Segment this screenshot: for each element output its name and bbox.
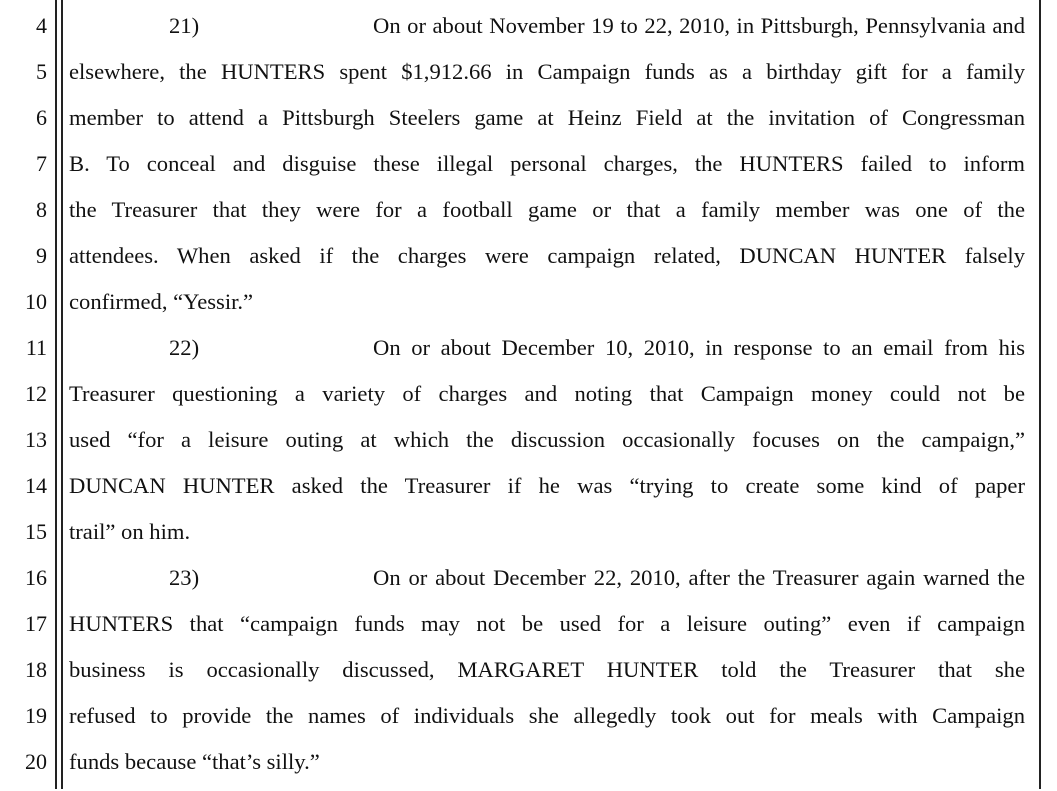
paragraph-22-line: DUNCAN HUNTER asked the Treasurer if he was “trying to create some kind of paper [69,473,1025,498]
paragraph-text: On or about November 19 to 22, 2010, in Pittsburgh, Pennsylvania and [373,13,1025,38]
paragraph-text: On or about December 10, 2010, in response to an email from his [373,335,1025,360]
paragraph-23-line: HUNTERS that “campaign funds may not be used for a leisure outing” even if campaign [69,611,1025,636]
line-number: 14 [25,473,47,498]
line-number: 18 [25,657,47,682]
paragraph-number: 23) [169,565,200,590]
paragraph-number: 21) [169,13,200,38]
line-number: 12 [25,381,47,406]
line-number: 16 [25,565,47,590]
line-number: 11 [25,335,47,360]
line-number: 10 [25,289,47,314]
line-number: 4 [36,13,47,38]
line-number: 20 [25,749,47,774]
paragraph-23-line-1 [69,561,1025,607]
line-number: 19 [25,703,47,728]
paragraph-23-line-last: funds because “that’s silly.” [69,749,320,774]
left-margin-rule-outer [55,0,57,789]
left-margin-rule-inner [61,0,63,789]
line-number: 7 [36,151,47,176]
line-number: 9 [36,243,47,268]
paragraph-21-line-last: confirmed, “Yessir.” [69,289,254,314]
paragraph-21-line: B. To conceal and disguise these illegal personal charges, the HUNTERS failed to inform [69,151,1025,176]
line-number: 6 [36,105,47,130]
paragraph-22-line-1 [69,331,1025,377]
paragraph-23-line: refused to provide the names of individuals she allegedly took out for meals with Campaign [69,703,1025,728]
line-number: 17 [25,611,47,636]
document-body [69,9,1025,791]
line-number: 13 [25,427,47,452]
paragraph-number: 22) [169,335,200,360]
paragraph-21-line: member to attend a Pittsburgh Steelers game at Heinz Field at the invitation of Congressman [69,105,1025,130]
line-number: 5 [36,59,47,84]
paragraph-22-line: used “for a leisure outing at which the discussion occasionally focuses on the campaign,” [69,427,1025,452]
paragraph-text: On or about December 22, 2010, after the Treasurer again warned the [373,565,1025,590]
paragraph-23-line: business is occasionally discussed, MARGARET HUNTER told the Treasurer that she [69,657,1025,682]
paragraph-21-line-1 [69,9,1025,55]
line-number: 15 [25,519,47,544]
right-margin-rule [1039,0,1041,789]
paragraph-22-line: Treasurer questioning a variety of charges and noting that Campaign money could not be [69,381,1025,406]
paragraph-21-line: elsewhere, the HUNTERS spent $1,912.66 in Campaign funds as a birthday gift for a family [69,59,1025,84]
line-number: 8 [36,197,47,222]
paragraph-21-line: the Treasurer that they were for a football game or that a family member was one of the [69,197,1025,222]
line-number-column [0,9,50,791]
paragraph-21-line: attendees. When asked if the charges were campaign related, DUNCAN HUNTER falsely [69,243,1025,268]
paragraph-22-line-last: trail” on him. [69,519,191,544]
